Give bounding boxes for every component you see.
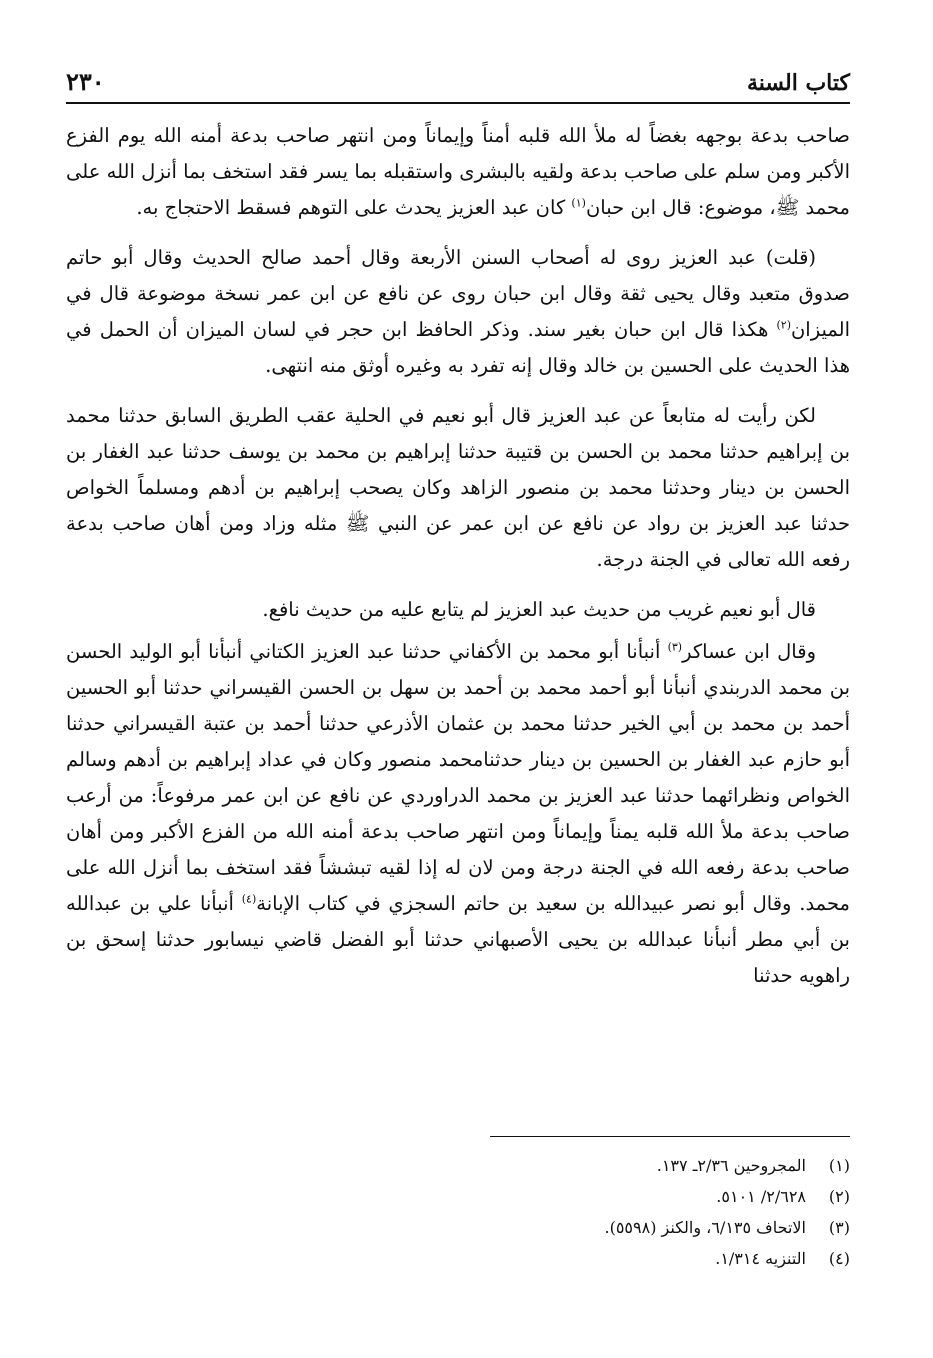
footnote-number: (٢) [828, 1187, 850, 1206]
paragraph-5-text: وقال ابن عساكر [682, 640, 816, 663]
paragraph-2-text-cont: هكذا قال ابن حبان بغير سند. وذكر الحافظ ابن حجر في لسان الميزان أن الحمل في هذا الحديث على الحسين بن خالد وقال إنه تفرد به وغيره أوثق منه انتهى. [66, 318, 850, 377]
paragraph-4-text: قال أبو نعيم غريب من حديث عبد العزيز لم يتابع عليه من حديث نافع. [262, 598, 816, 621]
paragraph-1-text: صاحب بدعة بوجهه بغضاً له ملأ الله قلبه أمناً وإيماناً ومن انتهر صاحب بدعة أمنه الله يوم الفزع الأكبر ومن سلم على صاحب بدعة ولقيه بالبشرى واستقبله بما يسر فقد استخف بما أنزل الله على محمد ﷺ، موضوع: قال ابن حبان [66, 124, 850, 219]
paragraph-3 [66, 398, 850, 578]
footnote-ref-1: (١) [571, 196, 586, 210]
paragraph-5 [66, 634, 850, 994]
paragraph-2-text: (قلت) عبد العزيز روى له أصحاب السنن الأربعة وقال أحمد صالح الحديث وقال أبو حاتم صدوق متعبد وقال يحيى ثقة وقال ابن حبان روى عن نافع عن ابن عمر نسخة موضوعة قال في الميزان [66, 246, 850, 341]
footnote-number: (٤) [828, 1249, 850, 1268]
footnote-4 [66, 1243, 850, 1274]
paragraph-1-text-cont: كان عبد العزيز يحدث على التوهم فسقط الاحتجاج به. [136, 196, 572, 219]
footnote-number: (٣) [828, 1218, 850, 1237]
paragraph-5-text-end: أنبأنا علي بن عبدالله بن أبي مطر أنبأنا عبدالله بن يحيى الأصبهاني حدثنا أبو الفضل قاضي نيسابور حدثنا إسحق بن راهويه حدثنا [66, 892, 850, 987]
footnote-text: ٢/٦٢٨/ ٥١٠١. [716, 1187, 806, 1206]
footnote-ref-2: (٢) [776, 318, 791, 332]
footnote-number: (١) [828, 1156, 850, 1175]
book-page [66, 64, 850, 1324]
footnote-text: المجروحين ٢/٣٦ـ ١٣٧. [656, 1156, 806, 1175]
footnote-ref-4: (٤) [241, 892, 257, 906]
footnotes [66, 1150, 850, 1274]
paragraph-2 [66, 240, 850, 384]
book-title: كتاب السنة [746, 70, 850, 96]
page-header [66, 64, 850, 104]
footnote-3 [66, 1212, 850, 1243]
paragraph-4 [66, 592, 850, 628]
footnotes-divider [490, 1136, 850, 1137]
paragraph-1 [66, 118, 850, 226]
paragraph-3-text: لكن رأيت له متابعاً عن عبد العزيز قال أبو نعيم في الحلية عقب الطريق السابق حدثنا محمد بن إبراهيم حدثنا محمد بن الحسن بن قتيبة حدثنا إبراهيم بن محمد بن يوسف حدثنا عبد الغفار بن الحسن بن دينار وحدثنا محمد بن منصور الزاهد وكان يصحب إبراهيم بن أدهم ومسلماً الخواص حدثنا عبد العزيز بن رواد عن نافع عن ابن عمر عن النبي ﷺ مثله وزاد ومن أهان صاحب بدعة رفعه الله تعالى في الجنة درجة. [66, 404, 850, 571]
main-text [66, 118, 850, 994]
footnote-ref-3: (٣) [667, 640, 683, 654]
footnote-text: الاتحاف ٦/١٣٥، والكنز (٥٥٩٨). [604, 1218, 806, 1237]
paragraph-5-text-cont: أنبأنا أبو محمد بن الأكفاني حدثنا عبد العزيز الكتاني أنبأنا أبو الوليد الحسن بن محمد الدربندي أنبأنا أبو أحمد محمد بن أحمد بن سهل بن الحسن القيسراني حدثنا أبو الحسين أحمد بن محمد بن أبي الخير حدثنا محمد بن عثمان الأذرعي حدثنا أحمد بن عتبة القيسراني حدثنا أبو حازم عبد الغفار بن الحسين بن دينار حدثنامحمد منصور وكان في عداد إبراهيم بن أدهم وسالم الخواص ونظرائهما حدثنا عبد العزيز بن محمد الدراوردي عن نافع عن ابن عمر مرفوعاً: من أرعب صاحب بدعة ملأ الله قلبه يمناً وإيماناً ومن انتهر صاحب بدعة أمنه الله من الفزع الأكبر ومن أهان صاحب بدعة رفعه الله في الجنة درجة ومن لان له إذا لقيه تبششاً فقد استخف بما أنزل الله على محمد. وقال أبو نصر عبيدالله بن سعيد بن حاتم السجزي في كتاب الإبانة [66, 640, 850, 915]
footnote-1 [66, 1150, 850, 1181]
footnote-2 [66, 1181, 850, 1212]
footnote-text: التنزيه ١/٣١٤. [715, 1249, 806, 1268]
page-number: ٢٣٠ [66, 67, 105, 96]
